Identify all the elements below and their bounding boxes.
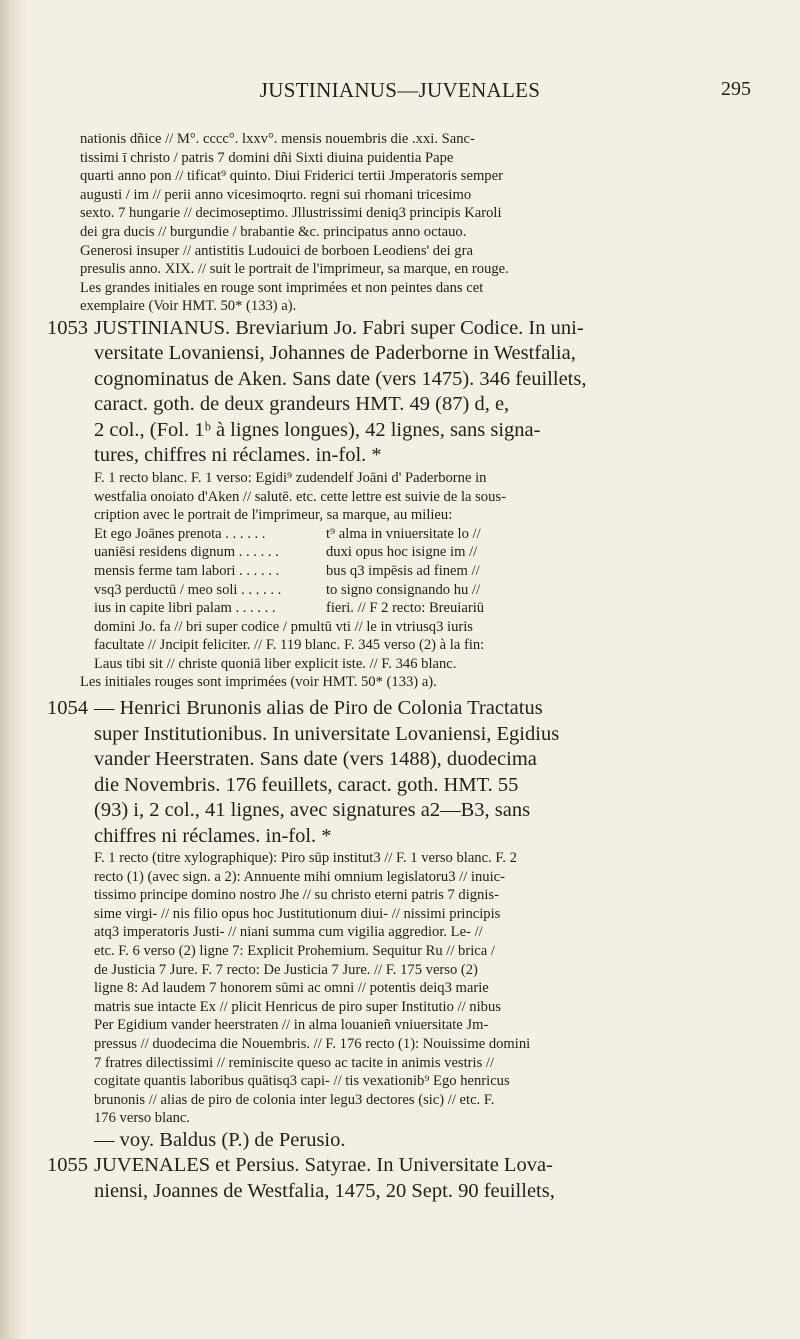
text-line: augusti / im // perii anno vicesimoqrto. regni sui rhomani tricesimo bbox=[80, 186, 472, 203]
see-also-reference bbox=[56, 1128, 780, 1154]
page-gutter-shadow bbox=[0, 0, 26, 1339]
text-line: recto (1) (avec sign. a 2): Annuente mihi omnium legislatoru3 // inuic- bbox=[94, 868, 505, 885]
colophon-left: Et ego Joānes prenota . . . . . . bbox=[94, 525, 266, 542]
text-line: dei gra ducis // burgundie / brabantie &c. principatus anno octauo. bbox=[80, 223, 467, 240]
entry-heading-line: vander Heerstraten. Sans date (vers 1488), duodecima bbox=[94, 748, 537, 771]
entry-heading-line: tures, chiffres ni réclames. in-fol. * bbox=[94, 444, 382, 467]
text-line: Generosi insuper // antistitis Ludouici de borboen Leodiens' dei gra bbox=[80, 242, 473, 259]
entry-heading-line: JUVENALES et Persius. Satyrae. In Universitate Lova- bbox=[94, 1154, 553, 1177]
text-line: etc. F. 6 verso (2) ligne 7: Explicit Prohemium. Sequitur Ru // brica / bbox=[94, 943, 495, 960]
text-line: 176 verso blanc. bbox=[94, 1110, 191, 1127]
colophon-left: ius in capite libri palam . . . . . . bbox=[94, 600, 276, 617]
entry-heading-line: die Novembris. 176 feuillets, caract. goth. HMT. 55 bbox=[94, 773, 519, 796]
text-line: Les grandes initiales en rouge sont imprimées et non peintes dans cet bbox=[80, 279, 484, 296]
entry-note bbox=[56, 673, 780, 692]
text-line: westfalia onoiato d'Aken // salutē. etc. cette lettre est suivie de la sous- bbox=[94, 488, 506, 505]
entry-number: 1054 bbox=[47, 697, 88, 720]
catalog-entry-1054 bbox=[47, 696, 780, 849]
text-line: presulis anno. XIX. // suit le portrait de l'imprimeur, sa marque, en rouge. bbox=[80, 261, 509, 278]
running-title: JUSTINIANUS—JUVENALES bbox=[259, 78, 541, 102]
text-line: nationis dñice // M°. cccc°. lxxv°. mensis nouembris die .xxi. Sanc- bbox=[80, 131, 475, 147]
entry-description bbox=[56, 849, 780, 1128]
text-line: domini Jo. fa // bri super codice / pmultū vti // le in vtriusq3 iuris bbox=[94, 618, 473, 635]
colophon-row bbox=[94, 599, 780, 618]
text-line: cogitate quantis laboribus quātisq3 capi- // tis vexationib⁹ Ego henricus bbox=[94, 1073, 510, 1090]
entry-heading-line: caract. goth. de deux grandeurs HMT. 49 (87) d, e, bbox=[94, 393, 510, 416]
text-line: F. 1 recto (titre xylographique): Piro sūp institut3 // F. 1 verso blanc. F. 2 bbox=[94, 850, 517, 867]
colophon-right: bus q3 impēsis ad finem // bbox=[326, 562, 480, 579]
page-header bbox=[0, 78, 800, 108]
entry-heading-line: (93) i, 2 col., 41 lignes, avec signatures a2—B3, sans bbox=[94, 799, 531, 822]
colophon-left: mensis ferme tam labori . . . . . . bbox=[94, 562, 280, 579]
entry-heading-line: niensi, Joannes de Westfalia, 1475, 20 Sept. 90 feuillets, bbox=[94, 1179, 555, 1202]
colophon-row bbox=[94, 562, 780, 581]
text-line: tissimo principe domino nostro Jhe // su christo eterni patris 7 dignis- bbox=[94, 887, 499, 904]
text-line: F. 1 recto blanc. F. 1 verso: Egidi⁹ zudendelf Joāni d' Paderborne in bbox=[94, 469, 487, 486]
text-line: sexto. 7 hungarie // decimoseptimo. Jllustrissimi deniq3 principis Karoli bbox=[80, 205, 502, 222]
text-line: tissimi ī christo / patris 7 domini dñi Sixti diuina puidentia Pape bbox=[80, 149, 454, 166]
continuation-note bbox=[56, 279, 780, 316]
entry-heading-line: 2 col., (Fol. 1ᵇ à lignes longues), 42 lignes, sans signa- bbox=[94, 418, 541, 441]
catalog-entry-1053 bbox=[47, 316, 780, 469]
text-line: 7 fratres dilectissimi // reminiscite queso ac tacite in animis vestris // bbox=[94, 1054, 495, 1071]
entry-number: 1053 bbox=[47, 316, 88, 339]
text-line: exemplaire (Voir HMT. 50* (133) a). bbox=[80, 298, 297, 315]
continuation-text bbox=[56, 130, 780, 279]
text-line: brunonis // alias de piro de colonia inter legu3 dectores (sic) // etc. F. bbox=[94, 1091, 495, 1108]
page-content bbox=[47, 130, 780, 1204]
colophon-row bbox=[94, 525, 780, 544]
text-line: de Justicia 7 Jure. F. 7 recto: De Justicia 7 Jure. // F. 175 verso (2) bbox=[94, 961, 478, 978]
text-line: matris sue intacte Ex // plicit Henricus de piro super Institutio // nibus bbox=[94, 998, 501, 1015]
colophon-right: duxi opus hoc isigne im // bbox=[326, 544, 478, 561]
entry-heading-line: chiffres ni réclames. in-fol. * bbox=[94, 824, 332, 847]
text-line: cription avec le portrait de l'imprimeur, sa marque, au milieu: bbox=[94, 507, 453, 524]
entry-heading-line: JUSTINIANUS. Breviarium Jo. Fabri super Codice. In uni- bbox=[94, 316, 584, 339]
text-line: Per Egidium vander heerstraten // in alma louanieñ vniuersitate Jm- bbox=[94, 1017, 489, 1034]
text-line: sime virgi- // nis filio opus hoc Justitutionum diui- // nissimi principis bbox=[94, 905, 501, 922]
text-line: Laus tibi sit // christe quoniā liber explicit iste. // F. 346 blanc. bbox=[94, 655, 457, 672]
colophon-right: fieri. // F 2 recto: Breuiariū bbox=[326, 600, 485, 617]
text-line: pressus // duodecima die Nouembris. // F. 176 recto (1): Nouissime domini bbox=[94, 1036, 531, 1052]
entry-heading-line: cognominatus de Aken. Sans date (vers 1475). 346 feuillets, bbox=[94, 367, 587, 390]
see-also-text: — voy. Baldus (P.) de Perusio. bbox=[94, 1128, 346, 1151]
entry-heading-line: — Henrici Brunonis alias de Piro de Colonia Tractatus bbox=[94, 697, 543, 720]
colophon-left: uaniēsi residens dignum . . . . . . bbox=[94, 544, 279, 561]
text-line: Les initiales rouges sont imprimées (voir HMT. 50* (133) a). bbox=[80, 674, 437, 691]
text-line: facultate // Jncipit feliciter. // F. 119 blanc. F. 345 verso (2) à la fin: bbox=[94, 637, 485, 654]
colophon-right: t⁹ alma in vniuersitate lo // bbox=[326, 525, 481, 542]
entry-heading-line: versitate Lovaniensi, Johannes de Paderborne in Westfalia, bbox=[94, 342, 576, 365]
catalog-entry-1055 bbox=[47, 1153, 780, 1204]
text-line: quarti anno pon // tificat⁹ quinto. Diui Friderici tertii Jmperatoris semper bbox=[80, 168, 503, 185]
text-line: ligne 8: Ad laudem 7 honorem sūmi ac omni // potentis deiq3 marie bbox=[94, 980, 489, 997]
text-line: atq3 imperatoris Justi- // niani summa cum vigilia aggredior. Le- // bbox=[94, 924, 483, 941]
entry-heading-line: super Institutionibus. In universitate Lovaniensi, Egidius bbox=[94, 722, 560, 745]
colophon-left: vsq3 perductū / meo soli . . . . . . bbox=[94, 581, 282, 598]
colophon-row bbox=[94, 581, 780, 600]
entry-number: 1055 bbox=[47, 1154, 88, 1177]
entry-description bbox=[56, 469, 780, 674]
colophon-right: to signo consignando hu // bbox=[326, 581, 481, 598]
page-number: 295 bbox=[721, 78, 751, 100]
colophon-row bbox=[94, 543, 780, 562]
